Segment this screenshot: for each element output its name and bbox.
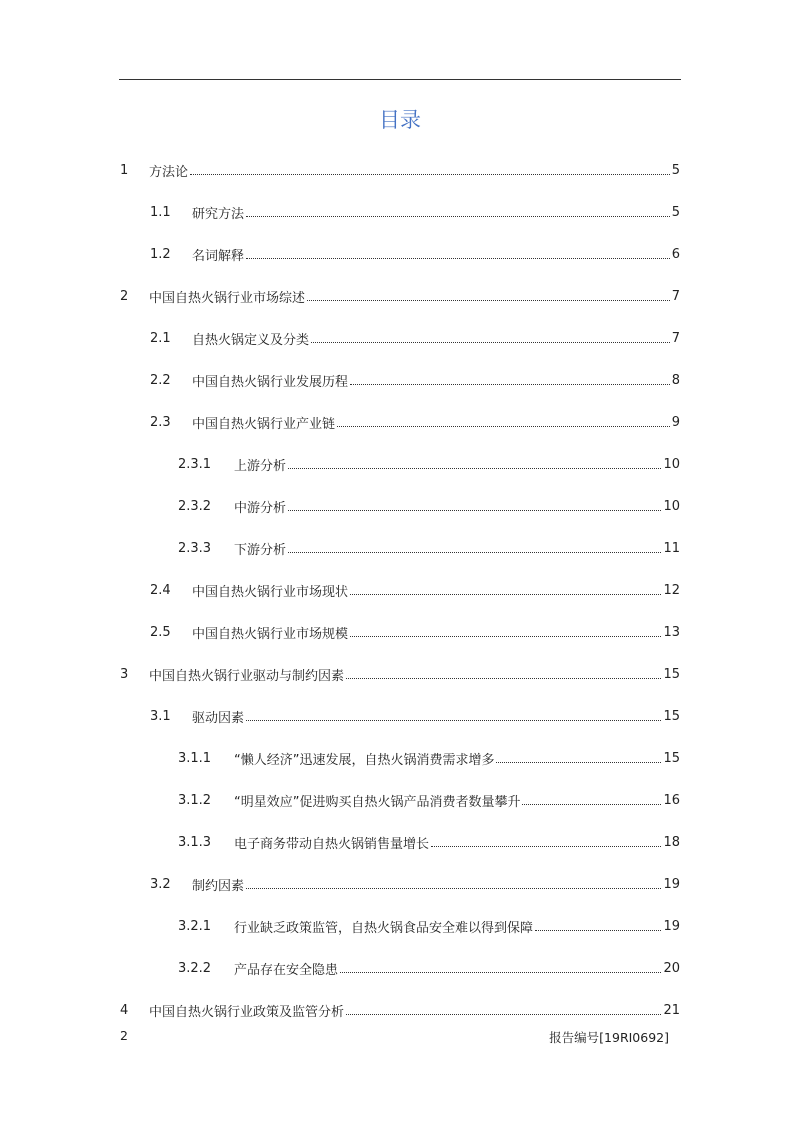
toc-entry-page: 5 xyxy=(671,204,680,220)
toc-entry-page: 8 xyxy=(671,372,680,388)
toc-entry-page: 7 xyxy=(671,288,680,304)
toc-entry-page: 18 xyxy=(663,834,680,850)
toc-entry-page: 20 xyxy=(663,960,680,976)
toc-entry-number: 3.2.1 xyxy=(178,918,212,934)
dot-leader xyxy=(246,719,661,721)
toc-entry-number: 4 xyxy=(120,1002,129,1018)
toc-entry-label: 电子商务带动自热火锅销售量增长 xyxy=(234,836,430,852)
toc-entry-page: 10 xyxy=(663,498,680,514)
toc-entry-page: 9 xyxy=(671,414,680,430)
toc-entry-page: 19 xyxy=(663,918,680,934)
toc-entry-number: 2 xyxy=(120,288,129,304)
toc-entry-page: 12 xyxy=(663,582,680,598)
toc-entry[interactable] xyxy=(120,149,680,191)
toc-entry-label: “懒人经济”迅速发展，自热火锅消费需求增多 xyxy=(234,752,495,768)
toc-entry[interactable] xyxy=(120,401,680,443)
dot-leader xyxy=(340,971,661,973)
dot-leader xyxy=(346,677,661,679)
dot-leader xyxy=(535,929,661,931)
toc-entry-number: 2.5 xyxy=(150,624,171,640)
toc-entry-page: 11 xyxy=(663,540,680,556)
toc-entry[interactable] xyxy=(120,947,680,989)
toc-entry-label: 方法论 xyxy=(149,164,189,180)
toc-entry-label: 中国自热火锅行业市场综述 xyxy=(149,290,306,306)
toc-entry-label: 自热火锅定义及分类 xyxy=(192,332,310,348)
toc-entry-number: 3 xyxy=(120,666,129,682)
toc-entry-number: 3.1 xyxy=(150,708,171,724)
toc-entry-page: 19 xyxy=(663,876,680,892)
dot-leader xyxy=(346,1013,661,1015)
header-rule xyxy=(119,79,681,80)
toc-entry-number: 1 xyxy=(120,162,129,178)
toc-entry[interactable] xyxy=(120,527,680,569)
toc-entry-number: 2.2 xyxy=(150,372,171,388)
dot-leader xyxy=(431,845,661,847)
toc-entry-label: 中国自热火锅行业市场现状 xyxy=(192,584,349,600)
toc-entry[interactable] xyxy=(120,485,680,527)
toc-entry[interactable] xyxy=(120,317,680,359)
toc-entry[interactable] xyxy=(120,905,680,947)
dot-leader xyxy=(190,173,670,175)
dot-leader xyxy=(307,299,670,301)
toc-entry-label: 中游分析 xyxy=(234,500,287,516)
toc-entry-label: 中国自热火锅行业发展历程 xyxy=(192,374,349,390)
toc-entry-number: 2.3.1 xyxy=(178,456,212,472)
toc-entry-number: 3.1.2 xyxy=(178,792,212,808)
toc-title: 目录 xyxy=(379,108,421,132)
dot-leader xyxy=(522,803,661,805)
toc-entry-label: 驱动因素 xyxy=(192,710,245,726)
dot-leader xyxy=(350,383,670,385)
toc-entry-page: 15 xyxy=(663,708,680,724)
toc-entry[interactable] xyxy=(120,611,680,653)
toc-entry-number: 1.1 xyxy=(150,204,171,220)
toc-entry-label: 下游分析 xyxy=(234,542,287,558)
toc-entry-page: 5 xyxy=(671,162,680,178)
toc-entry-label: 名词解释 xyxy=(192,248,245,264)
toc-entry[interactable] xyxy=(120,653,680,695)
toc-entry-number: 3.2.2 xyxy=(178,960,212,976)
toc-entry[interactable] xyxy=(120,779,680,821)
dot-leader xyxy=(337,425,670,427)
toc-entry-page: 21 xyxy=(663,1002,680,1018)
dot-leader xyxy=(288,509,661,511)
toc-entry-number: 2.3 xyxy=(150,414,171,430)
toc-entry[interactable] xyxy=(120,569,680,611)
toc-entry-label: 中国自热火锅行业政策及监管分析 xyxy=(149,1004,345,1020)
toc-entry-number: 1.2 xyxy=(150,246,171,262)
toc-entry[interactable] xyxy=(120,443,680,485)
toc-entry-page: 10 xyxy=(663,456,680,472)
dot-leader xyxy=(496,761,661,763)
toc-entry-number: 2.4 xyxy=(150,582,171,598)
toc-entry-number: 3.2 xyxy=(150,876,171,892)
toc-entry-number: 3.1.1 xyxy=(178,750,212,766)
toc-entry[interactable] xyxy=(120,233,680,275)
toc-entry-label: 中国自热火锅行业产业链 xyxy=(192,416,336,432)
toc-entry[interactable] xyxy=(120,275,680,317)
table-of-contents xyxy=(120,149,680,1031)
toc-entry[interactable] xyxy=(120,695,680,737)
dot-leader xyxy=(246,257,670,259)
toc-entry-number: 2.3.2 xyxy=(178,498,212,514)
toc-entry-page: 13 xyxy=(663,624,680,640)
dot-leader xyxy=(288,551,661,553)
toc-entry[interactable] xyxy=(120,191,680,233)
toc-entry-label: 上游分析 xyxy=(234,458,287,474)
toc-entry-page: 7 xyxy=(671,330,680,346)
toc-entry-label: 行业缺乏政策监管，自热火锅食品安全难以得到保障 xyxy=(234,920,534,936)
toc-entry[interactable] xyxy=(120,359,680,401)
toc-entry-label: 中国自热火锅行业市场规模 xyxy=(192,626,349,642)
footer-report-id: 报告编号[19RI0692] xyxy=(549,1030,669,1045)
toc-entry-page: 6 xyxy=(671,246,680,262)
toc-entry[interactable] xyxy=(120,821,680,863)
toc-entry-label: 中国自热火锅行业驱动与制约因素 xyxy=(149,668,345,684)
dot-leader xyxy=(311,341,670,343)
toc-entry-label: 产品存在安全隐患 xyxy=(234,962,339,978)
toc-entry-number: 2.3.3 xyxy=(178,540,212,556)
toc-entry-page: 15 xyxy=(663,666,680,682)
footer-page-number: 2 xyxy=(120,1028,128,1043)
dot-leader xyxy=(246,215,670,217)
toc-entry[interactable] xyxy=(120,863,680,905)
toc-entry-number: 3.1.3 xyxy=(178,834,212,850)
dot-leader xyxy=(350,593,661,595)
dot-leader xyxy=(246,887,661,889)
toc-entry[interactable] xyxy=(120,989,680,1031)
toc-entry-label: 研究方法 xyxy=(192,206,245,222)
dot-leader xyxy=(350,635,661,637)
toc-entry-label: 制约因素 xyxy=(192,878,245,894)
toc-entry[interactable] xyxy=(120,737,680,779)
toc-entry-page: 15 xyxy=(663,750,680,766)
toc-entry-number: 2.1 xyxy=(150,330,171,346)
toc-entry-label: “明星效应”促进购买自热火锅产品消费者数量攀升 xyxy=(234,794,521,810)
toc-entry-page: 16 xyxy=(663,792,680,808)
dot-leader xyxy=(288,467,661,469)
